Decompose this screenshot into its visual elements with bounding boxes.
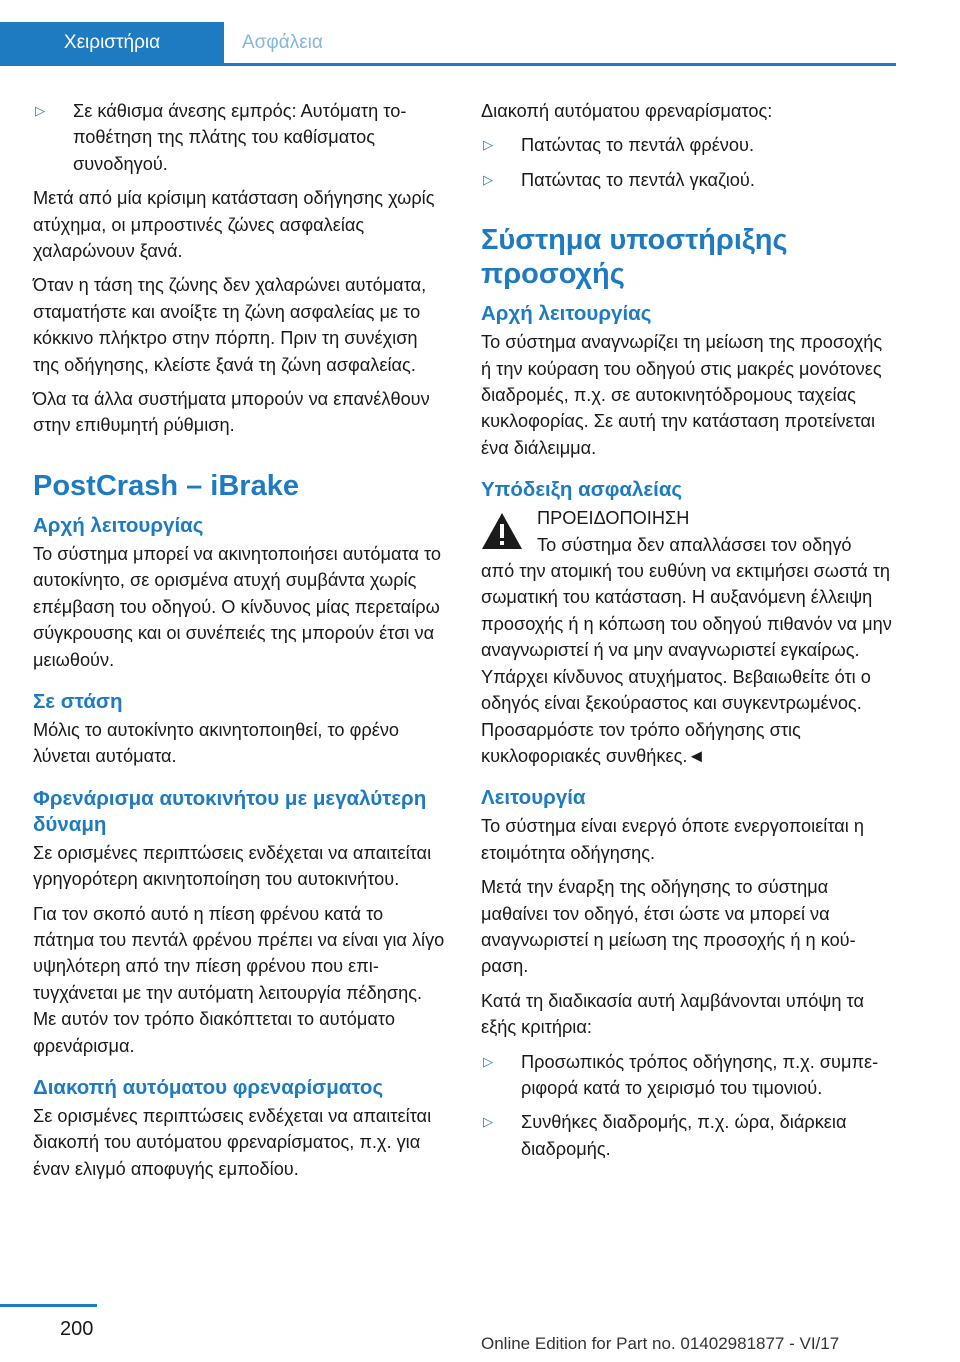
- list-item: [481, 167, 896, 193]
- subheading-principle: Αρχή λειτουργίας: [481, 302, 652, 326]
- subheading-function: Λειτουργία: [481, 786, 586, 810]
- list-item: [481, 1109, 896, 1162]
- subheading-safety-note: Υπόδειξη ασφαλείας: [481, 478, 683, 502]
- list-item: [481, 1049, 896, 1102]
- list-item-text: Συνθήκες διαδρομής, π.χ. ώρα, διάρκεια διαδρομής.: [521, 1112, 847, 1159]
- bullet-triangle-icon: ▷: [483, 1114, 493, 1130]
- paragraph: Το σύστημα μπορεί να ακινητοποιήσει αυτόματα το αυτοκίνητο, σε ορισμένα ατυχή συμβάντα χωρίς επέμβαση του οδηγού. Ο κίνδυνος μίας περεταίρω σύγκρουσης και οι συνέπειές της μπορούν έτσι να μειωθούν.: [33, 543, 442, 670]
- paragraph: Όλα τα άλλα συστήματα μπορούν να επανέλθουν στην επιθυμητή ρύθμιση.: [33, 389, 430, 436]
- left-column: [33, 98, 448, 1190]
- warning-text: από την ατομική του ευθύνη να εκτιμήσει σωστά τη σωματική του κατάσταση. Η αυξανόμενη έλλειψη προσοχής ή η κόπωση του οδηγού πιθανόν να μην αναγνωριστεί ή να μην αναγνωριστεί εγκαίρως. Υπάρχει κίνδυνος ατυχήματος. Βεβαιωθείτε ότι ο οδηγός είναι ξεκούραστος και συγκεντρωμένος. Προσαρμόστε τον τρόπο οδήγησης στις κυκλοφοριακές συνθήκες.◄: [481, 561, 892, 766]
- list-item: [481, 132, 896, 158]
- footer-edition: Online Edition for Part no. 01402981877 - VI/17: [481, 1334, 840, 1353]
- paragraph: Μετά από μία κρίσιμη κατάσταση οδήγησης χωρίς ατύχημα, οι μπροστινές ζώνες ασφαλείας χαλαρώνουν ξανά.: [33, 188, 435, 262]
- warning-text-first-line: Το σύστημα δεν απαλλάσσει τον οδηγό: [537, 534, 852, 555]
- bullet-triangle-icon: ▷: [483, 171, 493, 187]
- paragraph: Μόλις το αυτοκίνητο ακινητοποιηθεί, το φρένο λύνεται αυτόματα.: [33, 719, 400, 767]
- list-item: [33, 98, 448, 177]
- tab-controls[interactable]: Χειριστήρια: [0, 22, 224, 63]
- list-item-text: Σε κάθισμα άνεσης εμπρός: Αυτόματη τοποθέτηση της πλάτης του καθίσματος συνοδηγού.: [73, 101, 407, 174]
- warning-box: [481, 505, 896, 769]
- section-title-attention-assistant: Σύστημα υποστήριξης προσοχής: [481, 224, 788, 291]
- warning-triangle-icon: [481, 511, 523, 551]
- paragraph: Το σύστημα αναγνωρίζει τη μείωση της προσοχής ή την κούραση του οδηγού στις μακρές μονότονες διαδρομές, π.χ. σε αυτοκινητόδρομους ταχείας κυκλοφορίας. Σε αυτή την κατάσταση προτείνεται ένα διάλειμμα.: [481, 332, 883, 458]
- subheading-principle: Αρχή λειτουργίας: [33, 513, 204, 537]
- paragraph: Το σύστημα είναι ενεργό όποτε ενεργοποιείται η ετοιμότητα οδήγησης.: [481, 816, 864, 863]
- paragraph: Διακοπή αυτόματου φρεναρίσματος:: [481, 101, 773, 121]
- list-item-text: Προσωπικός τρόπος οδήγησης, π.χ. συμπεριφορά κατά το χειρισμό του τιμονιού.: [521, 1051, 879, 1098]
- tab-safety[interactable]: Ασφάλεια: [242, 32, 323, 53]
- subheading-standstill: Σε στάση: [33, 689, 123, 713]
- bullet-triangle-icon: ▷: [483, 1053, 493, 1069]
- paragraph: Μετά την έναρξη της οδήγησης το σύστημα μαθαίνει τον οδηγό, έτσι ώστε να μπορεί να αναγνωριστεί η μείωση της προσοχής ή η κούραση.: [481, 877, 856, 977]
- header-tabbar: [0, 22, 896, 66]
- header-rule: [0, 63, 896, 66]
- paragraph: Κατά τη διαδικασία αυτή λαμβάνονται υπόψη τα εξής κριτήρια:: [481, 990, 864, 1038]
- bullet-triangle-icon: ▷: [35, 103, 45, 118]
- page-number: 200: [60, 1318, 94, 1340]
- paragraph: Όταν η τάση της ζώνης δεν χαλαρώνει αυτόματα, σταματήστε και ανοίξτε τη ζώνη ασφαλείας με το κόκκινο πλήκτρο στην πόρπη. Πριν τη συνέχιση της οδήγησης, κλείστε ξανά τη ζώνη ασφαλείας.: [33, 275, 427, 375]
- right-column: [481, 98, 896, 1170]
- paragraph: Σε ορισμένες περιπτώσεις ενδέχεται να απαιτείται διακοπή του αυτόματου φρεναρίσματος, π.χ. για έναν ελιγμό αποφυγής εμποδίου.: [33, 1105, 432, 1179]
- list-item-text: Πατώντας το πεντάλ γκαζιού.: [521, 169, 755, 190]
- subheading-interrupt-braking: Διακοπή αυτόματου φρεναρίσματος: [33, 1075, 384, 1099]
- subheading-stronger-braking: Φρενάρισμα αυτοκινήτου με μεγαλύτερη δύναμη: [33, 786, 427, 836]
- section-title-postcrash: PostCrash – iBrake: [33, 469, 299, 502]
- bullet-triangle-icon: ▷: [483, 137, 493, 153]
- paragraph: Για τον σκοπό αυτό η πίεση φρένου κατά το πάτημα του πεντάλ φρένου πρέπει να είναι για λίγο υψηλότερη από την πίεση φρένου που επιτυγχάνεται με την αυτόματη λειτουργία πέδησης. Με αυτόν τον τρόπο διακόπτεται το αυτόματο φρενάρισμα.: [33, 903, 445, 1056]
- paragraph: Σε ορισμένες περιπτώσεις ενδέχεται να απαιτείται γρηγορότερη ακινητοποίηση του αυτοκινήτου.: [33, 842, 432, 890]
- warning-title: ΠΡΟΕΙΔΟΠΟΙΗΣΗ: [537, 508, 690, 529]
- list-item-text: Πατώντας το πεντάλ φρένου.: [521, 135, 755, 156]
- footer-rule: [0, 1304, 97, 1307]
